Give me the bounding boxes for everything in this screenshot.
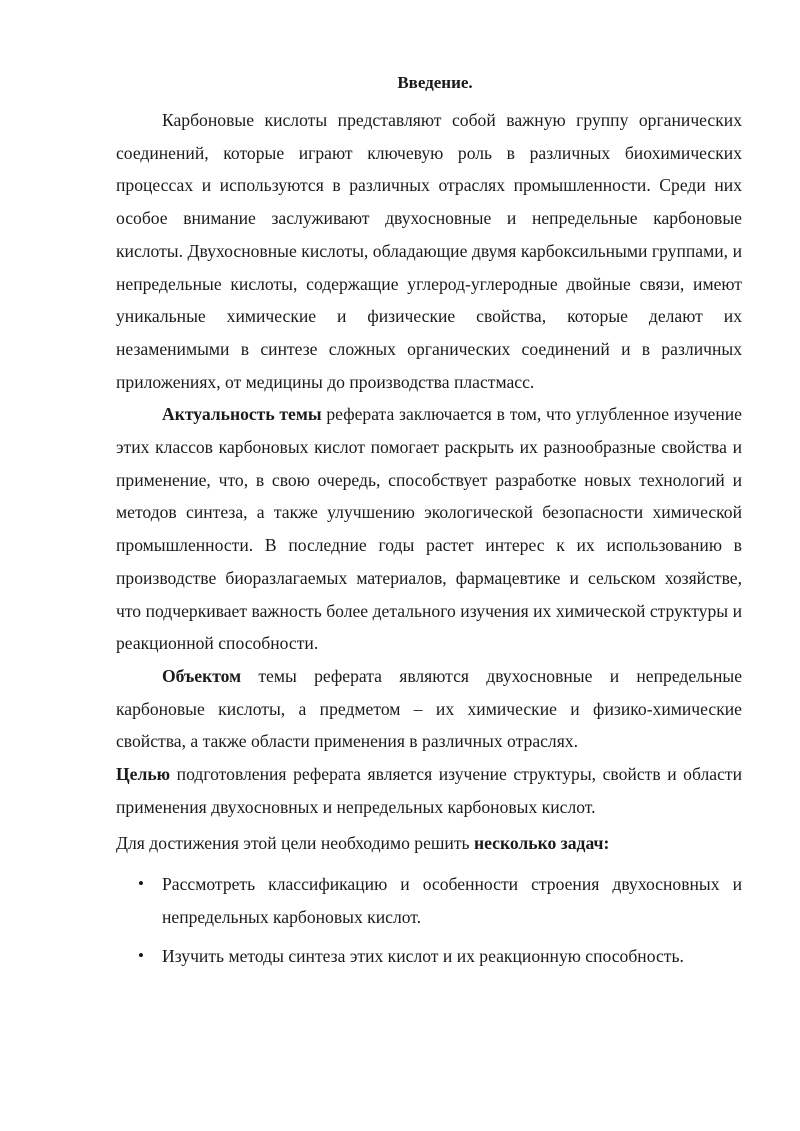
task-text: Рассмотреть классификацию и особенности строения двухосновных и непредельных карбоновых кислот. <box>162 874 742 927</box>
goal-paragraph <box>116 758 742 823</box>
intro-paragraph: Карбоновые кислоты представляют собой важную группу органических соединений, которые играют ключевую роль в различных биохимических процессах и используются в различных отраслях промышленности. Среди них особое внимание заслуживают двухосновные и непредельные карбоновые кислоты. Двухосновные кислоты, обладающие двумя карбоксильными группами, и непредельные кислоты, содержащие углерод-углеродные двойные связи, имеют уникальные химические и физические свойства, которые делают их незаменимыми в синтезе сложных органических соединений и в различных приложениях, от медицины до производства пластмасс. <box>116 110 742 392</box>
task-text: Изучить методы синтеза этих кислот и их реакционную способность. <box>162 945 684 966</box>
tasks-intro-heading: несколько задач: <box>473 833 610 854</box>
relevance-paragraph <box>116 398 742 660</box>
tasks-intro-text: Для достижения этой цели необходимо решить <box>116 833 474 854</box>
object-text: темы реферата являются двухосновные и непредельные карбоновые кислоты, а предметом – их химические и физико-химические свойства, а также области применения в различных отраслях. <box>116 665 742 752</box>
relevance-text: реферата заключается в том, что углубленное изучение этих классов карбоновых кислот помогает раскрыть их разнообразные свойства и применение, что, в свою очередь, способствует разработке новых технологий и методов синтеза, а также улучшению экологической безопасности химической промышленности. В последние годы растет интерес к их использованию в производстве биоразлагаемых материалов, фармацевтике и сельском хозяйстве, что подчеркивает важность более детального изучения их химической структуры и реакционной способности. <box>116 404 742 654</box>
bullet-icon: • <box>138 945 144 965</box>
list-item <box>138 940 742 973</box>
tasks-intro-paragraph <box>116 827 742 860</box>
list-item <box>138 868 742 933</box>
bullet-icon: • <box>138 874 144 894</box>
tasks-list <box>116 868 742 972</box>
goal-heading: Целью <box>116 764 171 785</box>
relevance-heading: Актуальность темы <box>162 404 322 425</box>
object-heading: Объектом <box>162 665 242 686</box>
page-title: Введение. <box>397 73 473 92</box>
object-paragraph <box>116 660 742 758</box>
goal-text: подготовления реферата является изучение структуры, свойств и области применения двухосновных и непредельных карбоновых кислот. <box>116 764 742 817</box>
